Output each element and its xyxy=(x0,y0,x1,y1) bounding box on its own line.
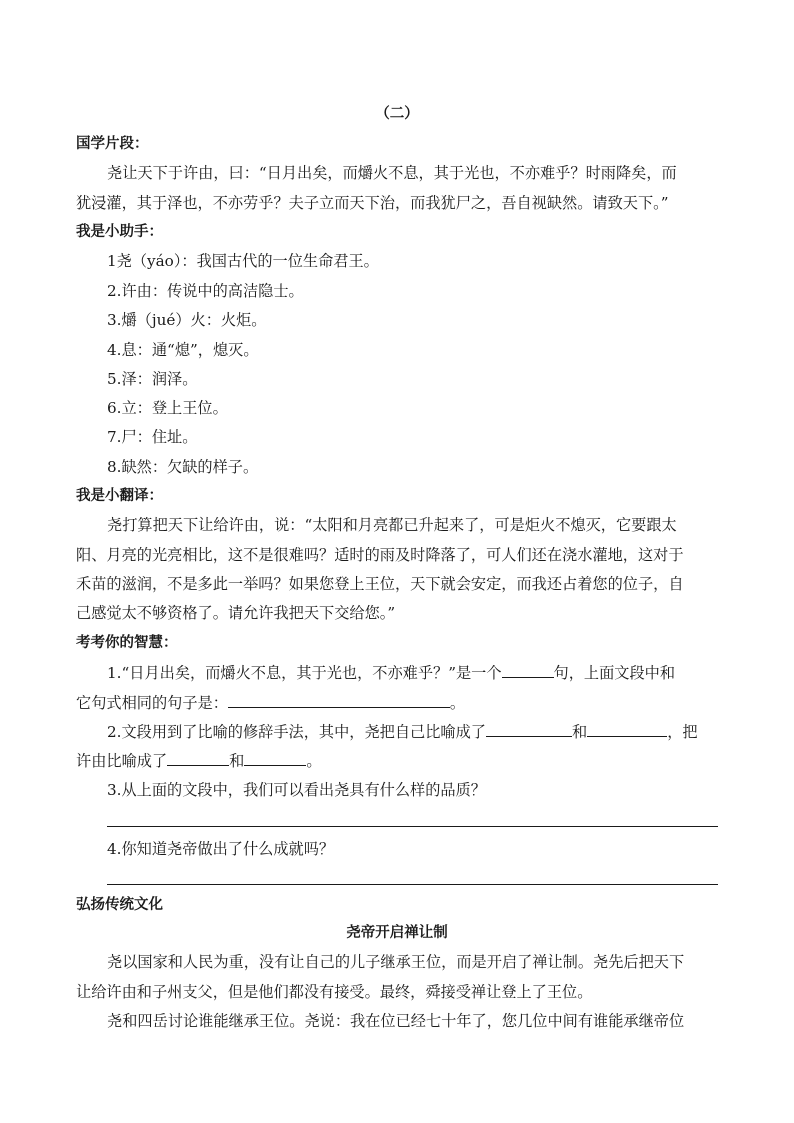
translation-line: 尧打算把天下让给许由，说：“太阳和月亮都已升起来了，可是炬火不熄灭，它要跟太 xyxy=(107,516,677,534)
translation-heading: 我是小翻译： xyxy=(76,488,163,504)
question-2-text: 。 xyxy=(306,752,322,770)
answer-line-question-4[interactable] xyxy=(107,884,718,885)
question-2-text: 许由比喻成了 xyxy=(76,752,168,770)
culture-line: 尧和四岳讨论谁能继承王位。尧说：我在位已经七十年了，您几位中间有谁能承继帝位 xyxy=(107,1012,685,1030)
culture-line: 让给许由和子州支父，但是他们都没有接受。最终，舜接受禅让登上了王位。 xyxy=(76,983,593,1001)
note-item: 5.泽：润泽。 xyxy=(107,370,198,388)
culture-line: 尧以国家和人民为重，没有让自己的儿子继承王位，而是开启了禅让制。尧先后把天下 xyxy=(107,953,685,971)
quiz-heading: 考考你的智慧： xyxy=(76,635,178,651)
section-number: （二） xyxy=(375,106,419,122)
note-item: 1尧（yáo）：我国古代的一位生命君王。 xyxy=(107,252,379,270)
note-item: 2.许由：传说中的高洁隐士。 xyxy=(107,282,304,300)
question-1-text: 1.“日月出矣，而爝火不息，其于光也，不亦难乎？”是一个 xyxy=(107,664,502,682)
question-2-text: ，把 xyxy=(667,723,698,741)
question-1-text: 。 xyxy=(449,694,466,712)
answer-blank-sentence-type[interactable] xyxy=(502,662,554,678)
question-1-line-2 xyxy=(76,692,465,713)
passage-line: 尧让天下于许由，曰：“日月出矣，而爝火不息，其于光也，不亦难乎？时雨降矣，而 xyxy=(107,164,677,182)
culture-heading: 弘扬传统文化 xyxy=(76,897,163,913)
question-4: 4.你知道尧帝做出了什么成就吗？ xyxy=(107,840,335,858)
answer-blank-yao-metaphor-1[interactable] xyxy=(486,721,572,737)
note-item: 4.息：通“熄”，熄灭。 xyxy=(107,341,259,359)
question-2-line-1 xyxy=(107,721,698,742)
note-item: 8.缺然：欠缺的样子。 xyxy=(107,458,259,476)
question-2-text: 和 xyxy=(572,723,588,741)
note-item: 7.尸：住址。 xyxy=(107,428,198,446)
question-2-line-2 xyxy=(76,750,322,771)
culture-title: 尧帝开启禅让制 xyxy=(346,925,448,941)
question-1-text: 句，上面文段中和 xyxy=(553,664,676,682)
passage-line: 犹浸灌，其于泽也，不亦劳乎？夫子立而天下治，而我犹尸之，吾自视缺然。请致天下。” xyxy=(76,194,669,212)
note-item: 6.立：登上王位。 xyxy=(107,399,228,417)
question-2-text: 2.文段用到了比喻的修辞手法，其中，尧把自己比喻成了 xyxy=(107,723,486,741)
answer-blank-yao-metaphor-2[interactable] xyxy=(587,721,667,737)
answer-blank-xuyou-metaphor-1[interactable] xyxy=(167,750,229,766)
passage-heading: 国学片段： xyxy=(76,136,149,152)
answer-line-question-3[interactable] xyxy=(107,826,718,827)
translation-line: 阳、月亮的光亮相比，这不是很难吗？适时的雨及时降落了，可人们还在浇水灌地，这对于 xyxy=(76,546,684,564)
question-2-text: 和 xyxy=(229,752,245,770)
question-1-line-1 xyxy=(107,662,675,683)
translation-line: 己感觉太不够资格了。请允许我把天下交给您。” xyxy=(76,604,396,622)
helper-heading: 我是小助手： xyxy=(76,224,163,240)
question-1-text: 它句式相同的句子是： xyxy=(76,694,228,712)
answer-blank-xuyou-metaphor-2[interactable] xyxy=(244,750,306,766)
translation-line: 禾苗的滋润，不是多此一举吗？如果您登上王位，天下就会安定，而我还占着您的位子，自 xyxy=(76,575,684,593)
note-item: 3.爝（jué）火：火炬。 xyxy=(107,311,267,329)
answer-blank-same-sentence[interactable] xyxy=(228,692,450,708)
question-3: 3.从上面的文段中，我们可以看出尧具有什么样的品质？ xyxy=(107,781,486,799)
